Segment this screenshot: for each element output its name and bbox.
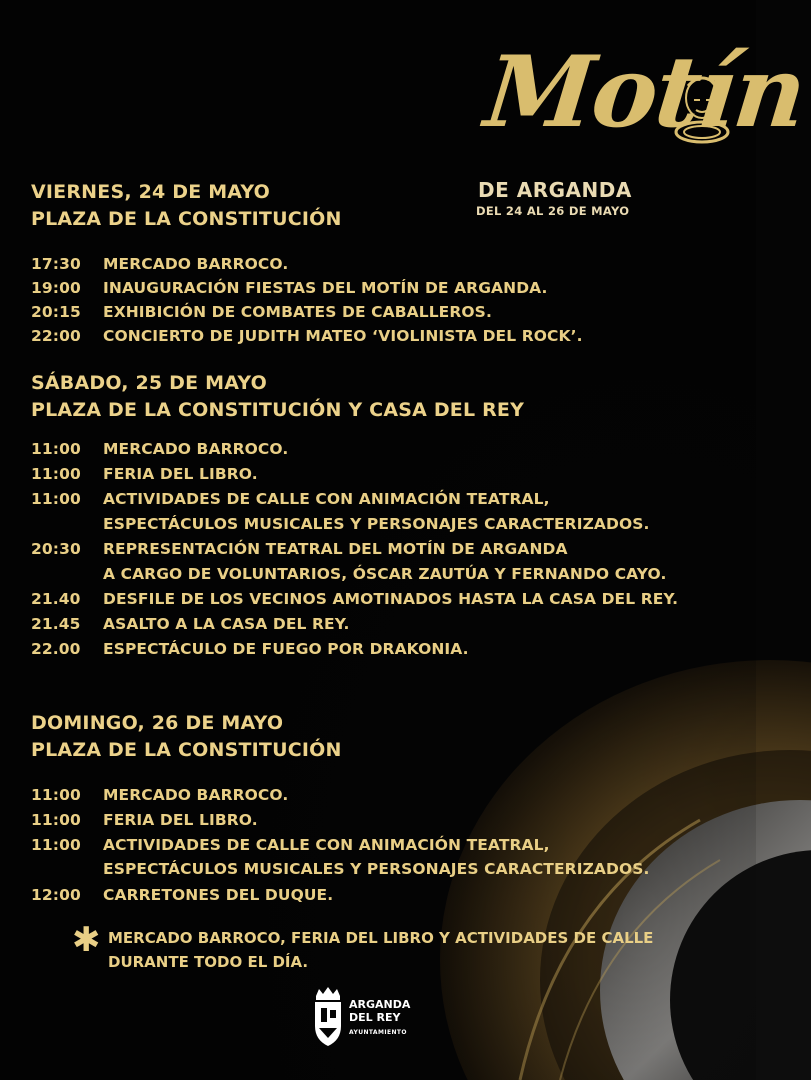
event-desc: REPRESENTACIÓN TEATRAL DEL MOTÍN DE ARGANDA bbox=[103, 540, 568, 558]
note-line: DURANTE TODO EL DÍA. bbox=[108, 953, 309, 971]
motin-logo bbox=[476, 18, 810, 223]
note-line: MERCADO BARROCO, FERIA DEL LIBRO Y ACTIVIDADES DE CALLE bbox=[108, 929, 654, 947]
event-desc: ASALTO A LA CASA DEL REY. bbox=[103, 615, 350, 633]
event-desc: MERCADO BARROCO. bbox=[103, 786, 289, 804]
section-day: SÁBADO, 25 DE MAYO bbox=[31, 372, 267, 394]
event-time: 22:00 bbox=[31, 327, 81, 345]
event-time: 20:30 bbox=[31, 540, 81, 558]
section-saturday bbox=[31, 370, 679, 658]
event-time: 19:00 bbox=[31, 279, 81, 297]
event-time: 21.40 bbox=[31, 590, 81, 608]
coat-of-arms-icon bbox=[311, 986, 345, 1048]
event-time: 20:15 bbox=[31, 303, 81, 321]
town-name-line1: ARGANDA bbox=[349, 998, 411, 1011]
section-place: PLAZA DE LA CONSTITUCIÓN Y CASA DEL REY bbox=[31, 399, 525, 421]
event-desc: ESPECTÁCULOS MUSICALES Y PERSONAJES CARACTERIZADOS. bbox=[103, 860, 650, 878]
event-desc: ESPECTÁCULO DE FUEGO POR DRAKONIA. bbox=[103, 640, 469, 658]
event-desc: INAUGURACIÓN FIESTAS DEL MOTÍN DE ARGANDA. bbox=[103, 279, 548, 297]
town-name bbox=[349, 998, 410, 1024]
asterisk-icon: ✱ bbox=[72, 920, 101, 960]
section-day: VIERNES, 24 DE MAYO bbox=[31, 181, 271, 203]
event-desc: CONCIERTO DE JUDITH MATEO ‘VIOLINISTA DEL ROCK’. bbox=[103, 327, 583, 345]
event-desc: FERIA DEL LIBRO. bbox=[103, 811, 258, 829]
event-desc: CARRETONES DEL DUQUE. bbox=[103, 886, 334, 904]
section-sunday bbox=[31, 710, 650, 904]
section-place: PLAZA DE LA CONSTITUCIÓN bbox=[31, 739, 342, 761]
event-desc: ACTIVIDADES DE CALLE CON ANIMACIÓN TEATRAL, bbox=[103, 490, 550, 508]
event-desc: ACTIVIDADES DE CALLE CON ANIMACIÓN TEATRAL, bbox=[103, 836, 550, 854]
section-day: DOMINGO, 26 DE MAYO bbox=[31, 712, 284, 734]
event-time: 11:00 bbox=[31, 440, 81, 458]
event-desc: DESFILE DE LOS VECINOS AMOTINADOS HASTA LA CASA DEL REY. bbox=[103, 590, 679, 608]
town-name-line2: DEL REY bbox=[349, 1011, 401, 1024]
section-place: PLAZA DE LA CONSTITUCIÓN bbox=[31, 208, 342, 230]
event-desc: A CARGO DE VOLUNTARIOS, ÓSCAR ZAUTÚA Y FERNANDO CAYO. bbox=[103, 565, 667, 583]
ayuntamiento-logo bbox=[311, 986, 431, 1048]
logo-dates: DEL 24 AL 26 DE MAYO bbox=[476, 204, 630, 218]
event-desc: FERIA DEL LIBRO. bbox=[103, 465, 258, 483]
event-time: 11:00 bbox=[31, 490, 81, 508]
event-time: 22.00 bbox=[31, 640, 81, 658]
logo-subtitle: DE ARGANDA bbox=[478, 178, 632, 202]
event-desc: ESPECTÁCULOS MUSICALES Y PERSONAJES CARACTERIZADOS. bbox=[103, 515, 650, 533]
event-desc: MERCADO BARROCO. bbox=[103, 440, 289, 458]
event-time: 17:30 bbox=[31, 255, 81, 273]
portrait-sketch-icon bbox=[674, 66, 734, 156]
town-label: AYUNTAMIENTO bbox=[349, 1029, 407, 1036]
event-desc: EXHIBICIÓN DE COMBATES DE CABALLEROS. bbox=[103, 303, 492, 321]
event-desc: MERCADO BARROCO. bbox=[103, 255, 289, 273]
logo-title: Motín bbox=[480, 35, 810, 150]
event-time: 11:00 bbox=[31, 836, 81, 854]
event-time: 11:00 bbox=[31, 786, 81, 804]
event-time: 11:00 bbox=[31, 811, 81, 829]
event-time: 12:00 bbox=[31, 886, 81, 904]
schedule-note bbox=[108, 926, 653, 974]
event-time: 11:00 bbox=[31, 465, 81, 483]
event-time: 21.45 bbox=[31, 615, 81, 633]
